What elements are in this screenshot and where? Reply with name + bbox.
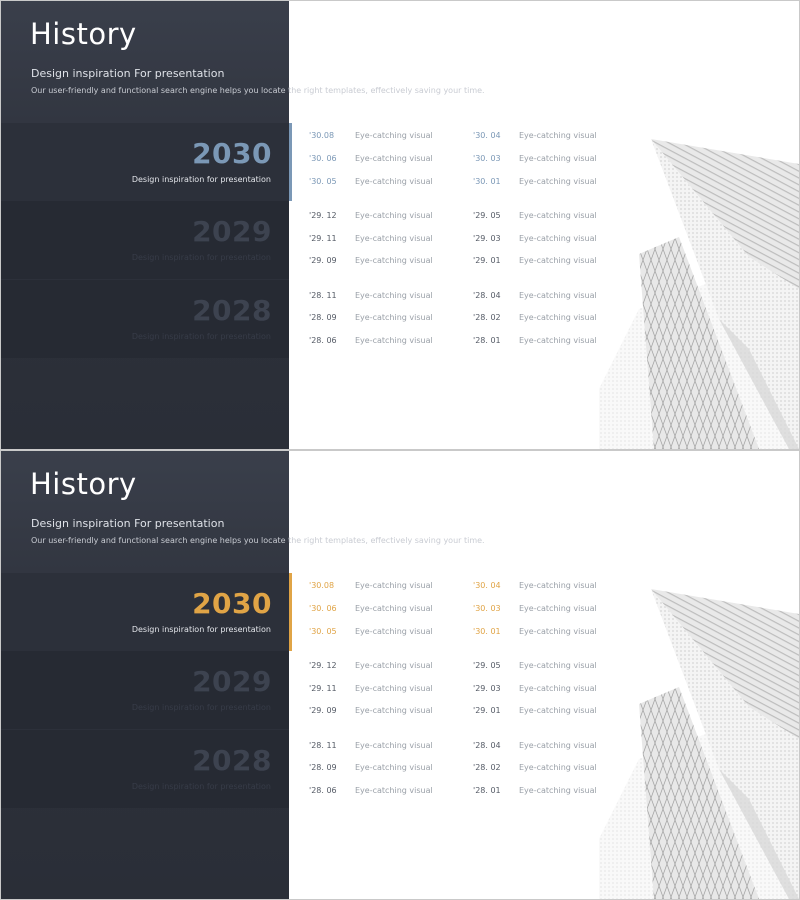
- year-block-1[interactable]: [1, 573, 289, 651]
- year-block-2[interactable]: [1, 201, 289, 279]
- event-text: Eye-catching visual: [355, 291, 433, 300]
- event-text: Eye-catching visual: [519, 336, 597, 345]
- event-text: Eye-catching visual: [519, 627, 597, 636]
- slide-description: Our user-friendly and functional search engine helps you locate the right templates, effectively saving your time.: [31, 536, 485, 545]
- event-text: Eye-catching visual: [519, 604, 597, 613]
- event-text: Eye-catching visual: [519, 786, 597, 795]
- event-date: '28. 01: [473, 786, 501, 795]
- event-date: '29. 03: [473, 234, 501, 243]
- event-text: Eye-catching visual: [519, 706, 597, 715]
- event-text: Eye-catching visual: [355, 786, 433, 795]
- event-text: Eye-catching visual: [355, 604, 433, 613]
- event-date: '30. 04: [473, 581, 501, 590]
- year-caption: Design inspiration for presentation: [131, 332, 271, 341]
- year-caption: Design inspiration for presentation: [131, 253, 271, 262]
- event-text: Eye-catching visual: [355, 763, 433, 772]
- event-date: '28. 06: [309, 786, 337, 795]
- building-photo: [599, 589, 799, 899]
- year-label: 2030: [192, 587, 272, 620]
- event-date: '28. 11: [309, 291, 337, 300]
- event-date: '29. 11: [309, 234, 337, 243]
- event-date: '29. 12: [309, 661, 337, 670]
- building-photo: [599, 139, 799, 449]
- event-text: Eye-catching visual: [519, 581, 597, 590]
- event-date: '29. 09: [309, 706, 337, 715]
- event-text: Eye-catching visual: [355, 131, 433, 140]
- event-text: Eye-catching visual: [355, 256, 433, 265]
- event-date: '28. 04: [473, 741, 501, 750]
- year-block-3[interactable]: [1, 280, 289, 358]
- event-date: '29. 11: [309, 684, 337, 693]
- year-block-1[interactable]: [1, 123, 289, 201]
- year-label: 2028: [192, 294, 272, 327]
- event-text: Eye-catching visual: [355, 741, 433, 750]
- event-date: '29. 05: [473, 211, 501, 220]
- event-date: '29. 05: [473, 661, 501, 670]
- event-date: '30. 03: [473, 154, 501, 163]
- event-text: Eye-catching visual: [519, 291, 597, 300]
- event-date: '28. 02: [473, 763, 501, 772]
- event-date: '29. 01: [473, 256, 501, 265]
- history-slide: [0, 450, 800, 900]
- slide-description: Our user-friendly and functional search engine helps you locate the right templates, effectively saving your time.: [31, 86, 485, 95]
- year-caption: Design inspiration for presentation: [131, 703, 271, 712]
- event-date: '29. 01: [473, 706, 501, 715]
- event-text: Eye-catching visual: [519, 211, 597, 220]
- event-text: Eye-catching visual: [355, 581, 433, 590]
- event-date: '30.08: [309, 581, 335, 590]
- year-caption: Design inspiration for presentation: [131, 782, 271, 791]
- event-text: Eye-catching visual: [519, 313, 597, 322]
- year-block-2[interactable]: [1, 651, 289, 729]
- event-text: Eye-catching visual: [355, 661, 433, 670]
- slide-title: History: [30, 467, 137, 501]
- event-text: Eye-catching visual: [355, 177, 433, 186]
- year-caption: Design inspiration for presentation: [131, 625, 271, 634]
- slide-title: History: [30, 17, 137, 51]
- slide-subtitle: Design inspiration For presentation: [31, 517, 225, 530]
- event-text: Eye-catching visual: [355, 234, 433, 243]
- event-date: '30. 06: [309, 604, 337, 613]
- event-date: '30. 01: [473, 627, 501, 636]
- event-date: '29. 09: [309, 256, 337, 265]
- year-label: 2028: [192, 744, 272, 777]
- year-label: 2029: [192, 665, 272, 698]
- event-text: Eye-catching visual: [355, 313, 433, 322]
- event-date: '30.08: [309, 131, 335, 140]
- event-date: '30. 05: [309, 627, 337, 636]
- event-date: '29. 12: [309, 211, 337, 220]
- active-year-indicator: [289, 123, 292, 201]
- year-caption: Design inspiration for presentation: [131, 175, 271, 184]
- event-text: Eye-catching visual: [355, 211, 433, 220]
- event-date: '28. 02: [473, 313, 501, 322]
- event-text: Eye-catching visual: [519, 661, 597, 670]
- event-date: '28. 01: [473, 336, 501, 345]
- year-block-3[interactable]: [1, 730, 289, 808]
- event-text: Eye-catching visual: [519, 154, 597, 163]
- event-date: '30. 03: [473, 604, 501, 613]
- event-date: '30. 04: [473, 131, 501, 140]
- year-label: 2029: [192, 215, 272, 248]
- event-text: Eye-catching visual: [519, 177, 597, 186]
- event-date: '28. 11: [309, 741, 337, 750]
- slide-subtitle: Design inspiration For presentation: [31, 67, 225, 80]
- year-label: 2030: [192, 137, 272, 170]
- event-text: Eye-catching visual: [519, 684, 597, 693]
- active-year-indicator: [289, 573, 292, 651]
- event-text: Eye-catching visual: [355, 627, 433, 636]
- event-date: '30. 05: [309, 177, 337, 186]
- event-date: '28. 09: [309, 313, 337, 322]
- event-text: Eye-catching visual: [519, 234, 597, 243]
- event-text: Eye-catching visual: [519, 256, 597, 265]
- event-text: Eye-catching visual: [519, 763, 597, 772]
- event-text: Eye-catching visual: [355, 336, 433, 345]
- event-date: '29. 03: [473, 684, 501, 693]
- event-text: Eye-catching visual: [519, 131, 597, 140]
- event-date: '30. 06: [309, 154, 337, 163]
- event-date: '28. 09: [309, 763, 337, 772]
- event-text: Eye-catching visual: [355, 154, 433, 163]
- event-date: '28. 04: [473, 291, 501, 300]
- event-date: '28. 06: [309, 336, 337, 345]
- event-date: '30. 01: [473, 177, 501, 186]
- event-text: Eye-catching visual: [355, 684, 433, 693]
- event-text: Eye-catching visual: [519, 741, 597, 750]
- event-text: Eye-catching visual: [355, 706, 433, 715]
